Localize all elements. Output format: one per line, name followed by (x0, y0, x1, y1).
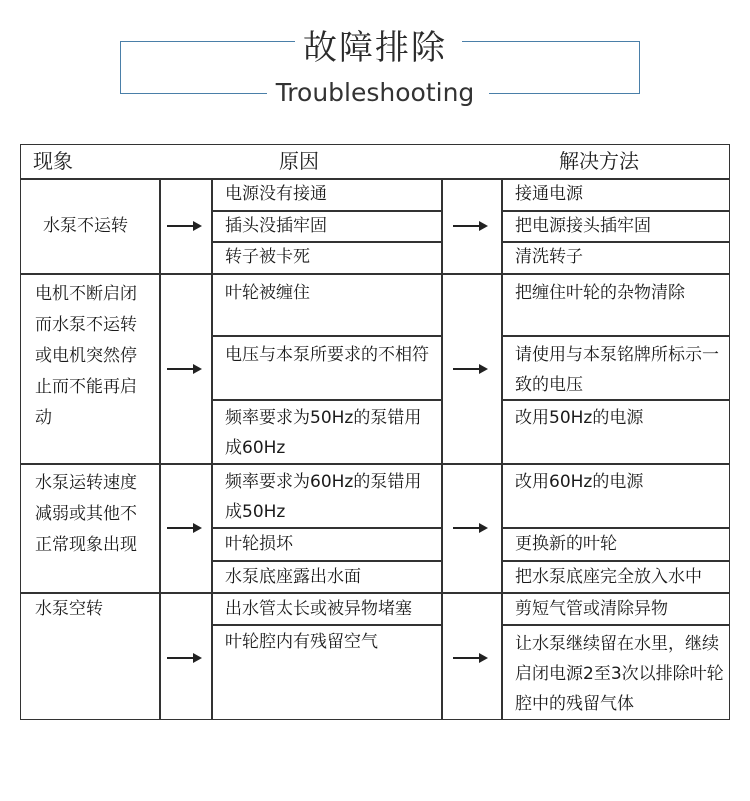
solution-cell: 把水泵底座完全放入水中 (515, 567, 702, 587)
solution-cell: 改用50Hz的电源 (515, 408, 644, 428)
solution-cell: 改用60Hz的电源 (515, 472, 644, 492)
header-phenomenon: 现象 (33, 149, 73, 173)
cause-cell: 水泵底座露出水面 (225, 567, 361, 587)
troubleshooting-table (20, 144, 730, 720)
solution-cell: 剪短气管或清除异物 (515, 599, 668, 619)
page-subtitle: Troubleshooting (275, 78, 475, 107)
arrow-icon (453, 220, 489, 232)
solution-cell: 把缠住叶轮的杂物清除 (515, 283, 685, 303)
solution-cell: 让水泵继续留在水里，继续启闭电源2至3次以排除叶轮腔中的残留气体 (515, 634, 724, 714)
arrow-icon (167, 522, 203, 534)
cause-cell: 出水管太长或被异物堵塞 (225, 599, 412, 619)
table-divider (159, 178, 161, 719)
table-divider (21, 463, 729, 465)
page-title: 故障排除 (303, 28, 447, 68)
arrow-icon (453, 652, 489, 664)
cause-cell: 叶轮损坏 (225, 534, 293, 554)
cause-cell: 叶轮腔内有残留空气 (225, 632, 378, 652)
table-divider (211, 624, 442, 626)
arrow-icon (167, 363, 203, 375)
arrow-icon (167, 220, 203, 232)
table-divider (501, 399, 729, 401)
cause-cell: 电源没有接通 (225, 184, 327, 204)
header-solution: 解决方法 (559, 149, 639, 173)
table-divider (501, 335, 729, 337)
solution-cell: 接通电源 (515, 184, 583, 204)
cause-cell: 频率要求为50Hz的泵错用成60Hz (225, 408, 422, 458)
table-divider (211, 399, 442, 401)
table-divider (441, 178, 443, 719)
solution-cell: 请使用与本泵铭牌所标示一致的电压 (515, 345, 719, 395)
phenomenon-cell: 水泵运转速度减弱或其他不正常现象出现 (35, 473, 137, 555)
phenomenon-cell: 水泵空转 (35, 599, 103, 619)
arrow-icon (167, 652, 203, 664)
solution-cell: 更换新的叶轮 (515, 534, 617, 554)
table-divider (211, 335, 442, 337)
table-divider (21, 273, 729, 275)
table-divider (501, 178, 503, 719)
table-divider (211, 178, 213, 719)
cause-cell: 转子被卡死 (225, 247, 310, 267)
phenomenon-cell: 水泵不运转 (43, 216, 128, 236)
header-cause: 原因 (279, 149, 319, 173)
solution-cell: 把电源接头插牢固 (515, 216, 651, 236)
arrow-icon (453, 522, 489, 534)
solution-cell: 清洗转子 (515, 247, 583, 267)
arrow-icon (453, 363, 489, 375)
page-header (0, 0, 750, 130)
table-divider (501, 624, 729, 626)
cause-cell: 频率要求为60Hz的泵错用成50Hz (225, 472, 422, 522)
phenomenon-cell: 电机不断启闭而水泵不运转或电机突然停止而不能再启动 (35, 284, 137, 428)
cause-cell: 叶轮被缠住 (225, 283, 310, 303)
cause-cell: 电压与本泵所要求的不相符 (225, 345, 429, 365)
cause-cell: 插头没插牢固 (225, 216, 327, 236)
